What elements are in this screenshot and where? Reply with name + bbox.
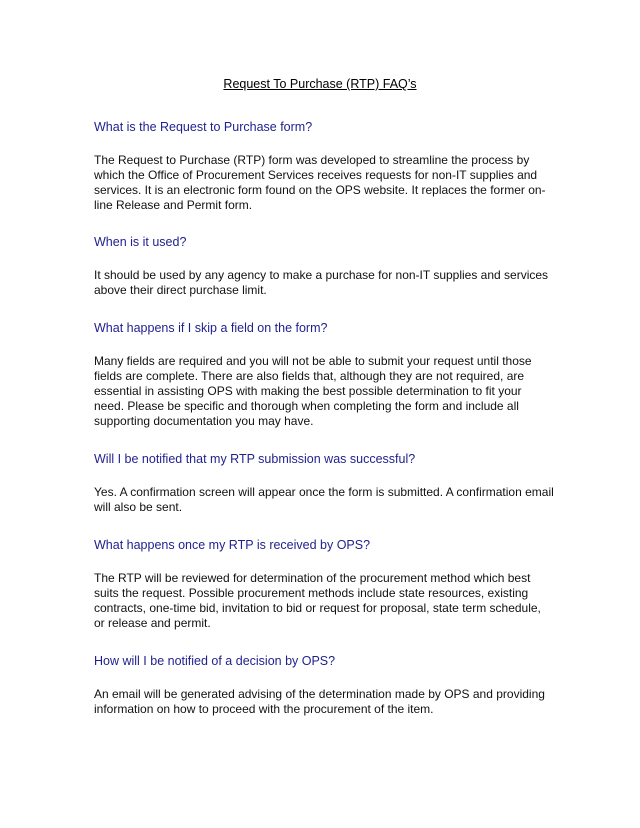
faq-item-decision-notice: [94, 653, 554, 717]
faq-answer: It should be used by any agency to make a purchase for non-IT supplies and services above their direct purchase limit.: [94, 268, 549, 297]
faq-answer: Yes. A confirmation screen will appear once the form is submitted. A confirmation email will also be sent.: [94, 485, 554, 514]
document-title: Request To Purchase (RTP) FAQ’s: [223, 77, 417, 91]
faq-question: What is the Request to Purchase form?: [94, 120, 313, 134]
faq-question: Will I be notified that my RTP submission was successful?: [94, 452, 416, 466]
faq-question: When is it used?: [94, 235, 187, 249]
faq-question: What happens once my RTP is received by OPS?: [94, 538, 371, 552]
faq-answer: The RTP will be reviewed for determination of the procurement method which best suits the request. Possible procurement methods include state resources, existing contracts, one-time bid, invitation to bid or request for proposal, state term schedule, or release and permit.: [94, 571, 541, 630]
faq-item-rtp-received: [94, 537, 554, 631]
faq-item-when-used: [94, 234, 554, 298]
faq-answer: Many fields are required and you will not be able to submit your request until those fields are complete. There are also fields that, although they are not required, are essential in assisting OPS with making the best possible determination to fit your need. Please be specific and thorough when completing the form and include all supporting documentation you may have.: [94, 354, 532, 428]
faq-question: How will I be notified of a decision by OPS?: [94, 654, 336, 668]
faq-answer: An email will be generated advising of the determination made by OPS and providing information on how to proceed with the procurement of the item.: [94, 687, 545, 716]
faq-item-notified-submission: [94, 451, 554, 515]
faq-item-skip-field: [94, 320, 554, 429]
faq-item-what-is-rtp: [94, 119, 554, 213]
faq-answer: The Request to Purchase (RTP) form was developed to streamline the process by which the Office of Procurement Services receives requests for non-IT supplies and services. It is an electronic form found on the OPS website. It replaces the former on-line Release and Permit form.: [94, 153, 546, 212]
faq-question: What happens if I skip a field on the form?: [94, 321, 328, 335]
